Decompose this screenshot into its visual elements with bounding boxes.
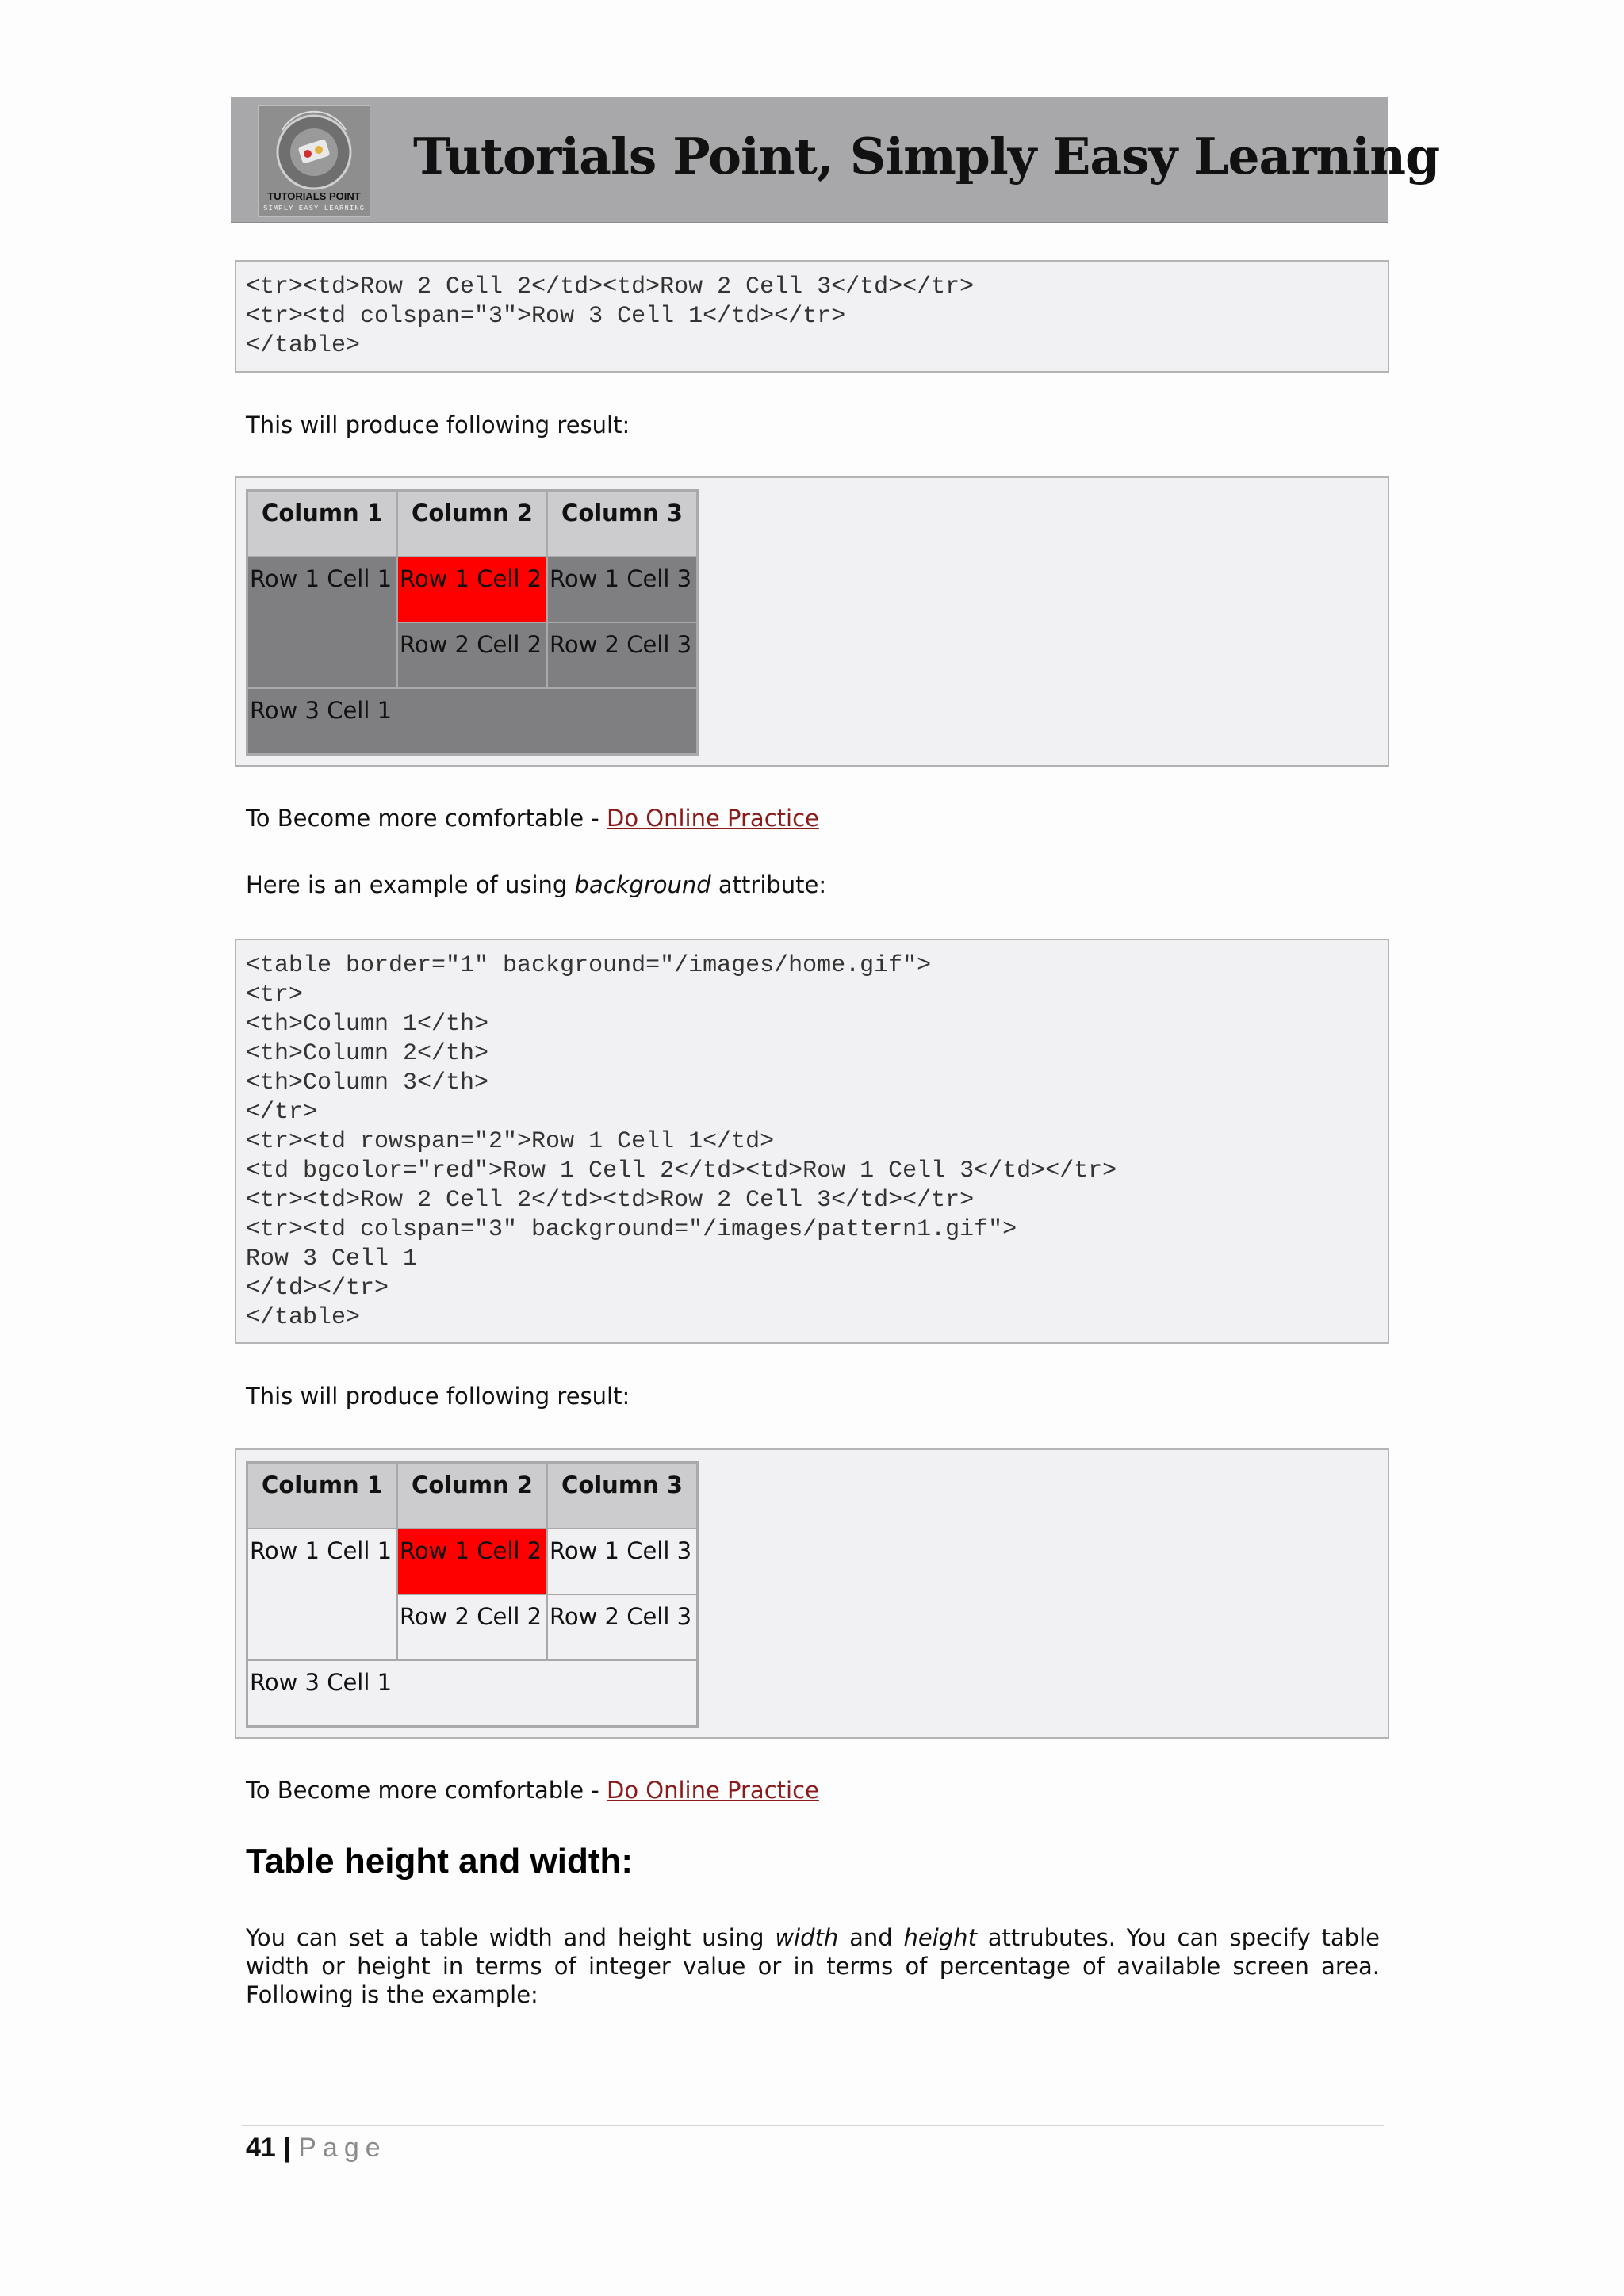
paragraph-line-3: Following is the example: <box>246 1981 538 2008</box>
table-cell-r3c1: Row 3 Cell 1 <box>247 688 697 754</box>
table-header-col3: Column 3 <box>547 1463 697 1529</box>
result-box-1 <box>235 476 1389 767</box>
table-header-col2: Column 2 <box>397 491 547 557</box>
table-cell-r1c3: Row 1 Cell 3 <box>547 1529 697 1594</box>
table-cell-r1c1: Row 1 Cell 1 <box>247 1529 397 1660</box>
result-box-2 <box>235 1448 1389 1739</box>
table-cell-r1c2: Row 1 Cell 2 <box>397 1529 547 1594</box>
tutorials-point-logo <box>258 105 370 217</box>
result-text-2: This will produce following result: <box>246 1383 630 1410</box>
intro-before: Here is an example of using <box>246 871 575 898</box>
table-header-col1: Column 1 <box>247 491 397 557</box>
table-cell-r1c3: Row 1 Cell 3 <box>547 557 697 622</box>
intro-text <box>246 871 826 900</box>
example-table-light <box>246 1461 699 1728</box>
table-cell-r2c2: Row 2 Cell 2 <box>397 622 547 688</box>
paragraph-line-2: width or height in terms of integer value or in terms of percentage of available screen area. <box>246 1953 1380 1980</box>
page-title: Tutorials Point, Simply Easy Learning <box>413 127 1440 186</box>
intro-after: attribute: <box>710 871 827 898</box>
table-header-col2: Column 2 <box>397 1463 547 1529</box>
table-cell-r2c2: Row 2 Cell 2 <box>397 1594 547 1660</box>
table-cell-r1c1: Row 1 Cell 1 <box>247 557 397 688</box>
do-online-practice-link[interactable]: Do Online Practice <box>606 1777 819 1804</box>
intro-emphasis: background <box>574 871 711 898</box>
code-block-2 <box>235 939 1389 1344</box>
code-text-1: <tr><td>Row 2 Cell 2</td><td>Row 2 Cell 3</td></tr> <tr><td colspan="3">Row 3 Cell 1</td></tr> </table> <box>246 274 975 359</box>
table-cell-r1c2: Row 1 Cell 2 <box>397 557 547 622</box>
result-text-1: This will produce following result: <box>246 411 630 438</box>
code-block-1 <box>235 260 1389 373</box>
section-paragraph <box>246 1923 1380 2009</box>
paragraph-line-1 <box>246 1923 1380 1952</box>
paragraph-emphasis-width: width <box>775 1924 839 1951</box>
section-heading: Table height and width: <box>246 1842 634 1881</box>
logo-tagline: SIMPLY EASY LEARNING <box>262 205 366 212</box>
table-header-col1: Column 1 <box>247 1463 397 1529</box>
practice-prefix: To Become more comfortable - <box>246 805 607 832</box>
practice-line-2 <box>246 1776 819 1805</box>
do-online-practice-link[interactable]: Do Online Practice <box>606 805 819 832</box>
page-word: Page <box>298 2133 387 2163</box>
practice-line-1 <box>246 804 819 833</box>
practice-prefix: To Become more comfortable - <box>246 1777 607 1804</box>
page-separator: | <box>275 2133 299 2163</box>
table-cell-r2c3: Row 2 Cell 3 <box>547 622 697 688</box>
page-footer <box>246 2133 387 2164</box>
logo-name: TUTORIALS POINT <box>267 190 361 202</box>
footer-divider <box>242 2125 1384 2126</box>
table-cell-r3c1: Row 3 Cell 1 <box>247 1660 697 1726</box>
page-number: 41 <box>246 2133 276 2163</box>
example-table-grey <box>246 489 699 756</box>
paragraph-text: You can set a table width and height using <box>246 1924 776 1951</box>
paragraph-text: attrubutes. You can specify table <box>976 1924 1380 1951</box>
paragraph-text: and <box>838 1924 904 1951</box>
table-header-col3: Column 3 <box>547 491 697 557</box>
table-cell-r2c3: Row 2 Cell 3 <box>547 1594 697 1660</box>
code-text-2: <table border="1" background="/images/home.gif"> <tr> <th>Column 1</th> <th>Column 2</th> <th>Column 3</th> </tr> <tr><td rowspan="2">Row 1 Cell 1</td> <td bgcolor="red">Row 1 Cell 2</td><td>Row 1 Cell 3</td></tr> <tr><td>Row 2 Cell 2</td><td>Row 2 Cell 3</td></tr> <tr><td colspan="3" background="/images/pattern1.gif"> Row 3 Cell 1 </td></tr> </table> <box>246 952 1117 1331</box>
paragraph-emphasis-height: height <box>903 1924 977 1951</box>
page-header <box>231 97 1440 223</box>
